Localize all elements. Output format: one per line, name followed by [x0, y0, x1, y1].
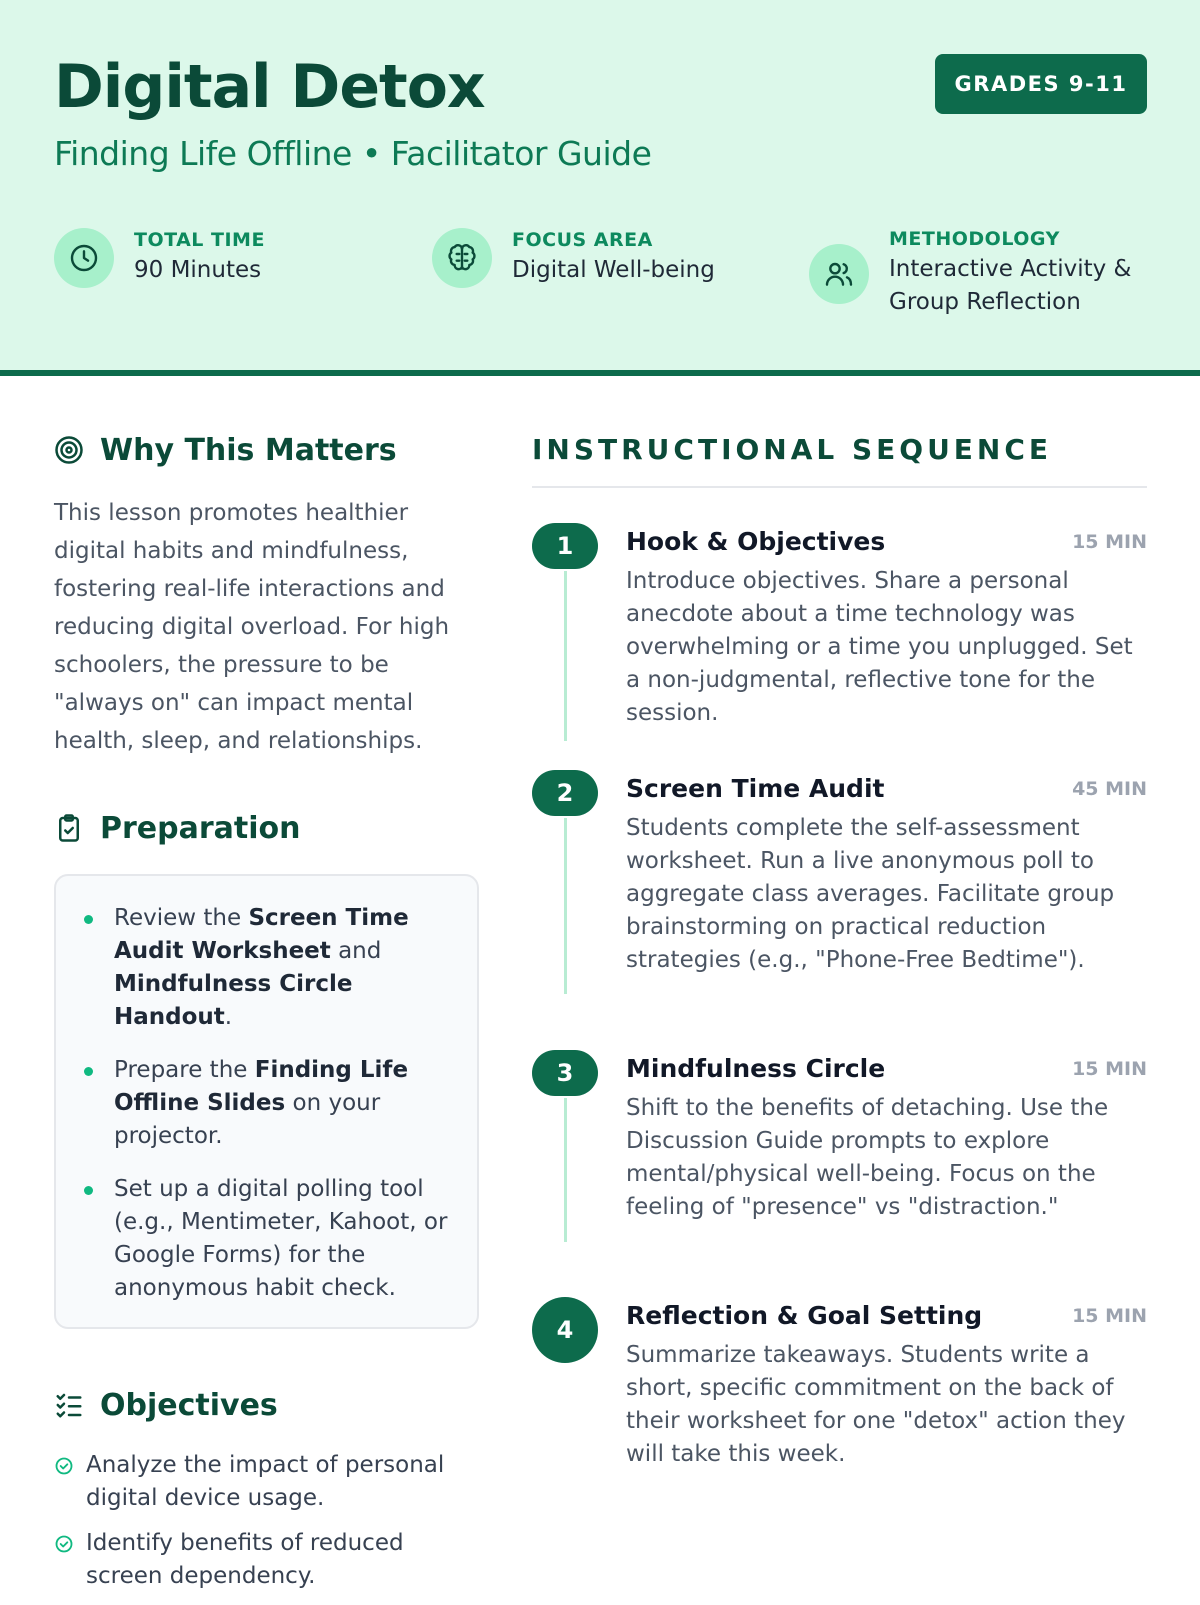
- step-description: Shift to the benefits of detaching. Use the Discussion Guide prompts to explore mental/physical well-being. Focus on the feeling of "presence" vs "distraction.": [626, 1095, 1109, 1220]
- meta-focus-area: [432, 228, 715, 288]
- step-title: Mindfulness Circle: [626, 1054, 886, 1083]
- step-duration: 15 MIN: [1072, 531, 1147, 553]
- sequence-heading: INSTRUCTIONAL SEQUENCE: [532, 433, 1053, 466]
- why-heading: [54, 430, 479, 470]
- meta-methodology: [809, 228, 1139, 319]
- step-number: 3: [532, 1050, 598, 1096]
- meta-label: TOTAL TIME: [134, 229, 265, 251]
- step-description: Summarize takeaways. Students write a short, specific commitment on the back of their worksheet for one "detox" action they will take this week.: [626, 1342, 1126, 1467]
- preparation-heading: [54, 808, 479, 848]
- list-item: Analyze the impact of personal digital device usage.: [54, 1449, 479, 1515]
- clock-icon: [54, 228, 114, 288]
- target-icon: [54, 435, 84, 465]
- page-title: Digital Detox: [54, 52, 485, 122]
- divider: [532, 486, 1147, 488]
- meta-value: Interactive Activity & Group Reflection: [889, 256, 1132, 315]
- step-duration: 15 MIN: [1072, 1058, 1147, 1080]
- timeline-line: [564, 818, 567, 994]
- preparation-box: [54, 874, 479, 1329]
- right-column: [532, 430, 1147, 1467]
- list-checks-icon: [54, 1390, 84, 1420]
- meta-value: 90 Minutes: [134, 257, 262, 283]
- list-item: Review the Screen Time Audit Worksheet and Mindfulness Circle Handout.: [82, 902, 451, 1034]
- objectives-heading: [54, 1385, 479, 1425]
- objectives-list: [54, 1449, 479, 1593]
- page-subtitle: Finding Life Offline • Facilitator Guide: [54, 134, 652, 173]
- objectives-title: Objectives: [100, 1387, 278, 1423]
- step-title: Reflection & Goal Setting: [626, 1301, 983, 1330]
- meta-value: Digital Well-being: [512, 257, 715, 283]
- preparation-title: Preparation: [100, 810, 301, 846]
- step-description: Introduce objectives. Share a personal anecdote about a time technology was overwhelming or a time you unplugged. Set a non-judgmental, reflective tone for the session.: [626, 568, 1133, 726]
- list-item: Set up a digital polling tool (e.g., Mentimeter, Kahoot, or Google Forms) for the anonymous habit check.: [82, 1173, 451, 1305]
- header: [0, 0, 1200, 376]
- meta-total-time: [54, 228, 265, 288]
- brain-icon: [432, 228, 492, 288]
- step-number: 2: [532, 770, 598, 816]
- timeline-line: [564, 1098, 567, 1242]
- step-number: 4: [532, 1297, 598, 1363]
- step-description: Students complete the self-assessment worksheet. Run a live anonymous poll to aggregate class averages. Facilitate group brainstorming on practical reduction strategies (e.g., "Phone-Free Bedtime").: [626, 815, 1115, 973]
- why-text: This lesson promotes healthier digital habits and mindfulness, fostering real-life interactions and reducing digital overload. For high schoolers, the pressure to be "always on" can impact mental health, sleep, and relationships.: [54, 500, 450, 754]
- grade-badge: GRADES 9-11: [935, 54, 1147, 114]
- step-duration: 45 MIN: [1072, 778, 1147, 800]
- step-number: 1: [532, 523, 598, 569]
- step-title: Screen Time Audit: [626, 774, 885, 803]
- check-circle-icon: [54, 1534, 74, 1554]
- meta-label: FOCUS AREA: [512, 229, 653, 251]
- step-title: Hook & Objectives: [626, 527, 886, 556]
- users-icon: [809, 244, 869, 304]
- step-duration: 15 MIN: [1072, 1305, 1147, 1327]
- timeline-line: [564, 571, 567, 741]
- clipboard-check-icon: [54, 813, 84, 843]
- list-item: Identify benefits of reduced screen dependency.: [54, 1527, 479, 1593]
- list-item: Prepare the Finding Life Offline Slides on your projector.: [82, 1054, 451, 1153]
- why-title: Why This Matters: [100, 432, 397, 468]
- left-column: [54, 430, 479, 1605]
- meta-label: METHODOLOGY: [889, 228, 1060, 250]
- check-circle-icon: [54, 1456, 74, 1476]
